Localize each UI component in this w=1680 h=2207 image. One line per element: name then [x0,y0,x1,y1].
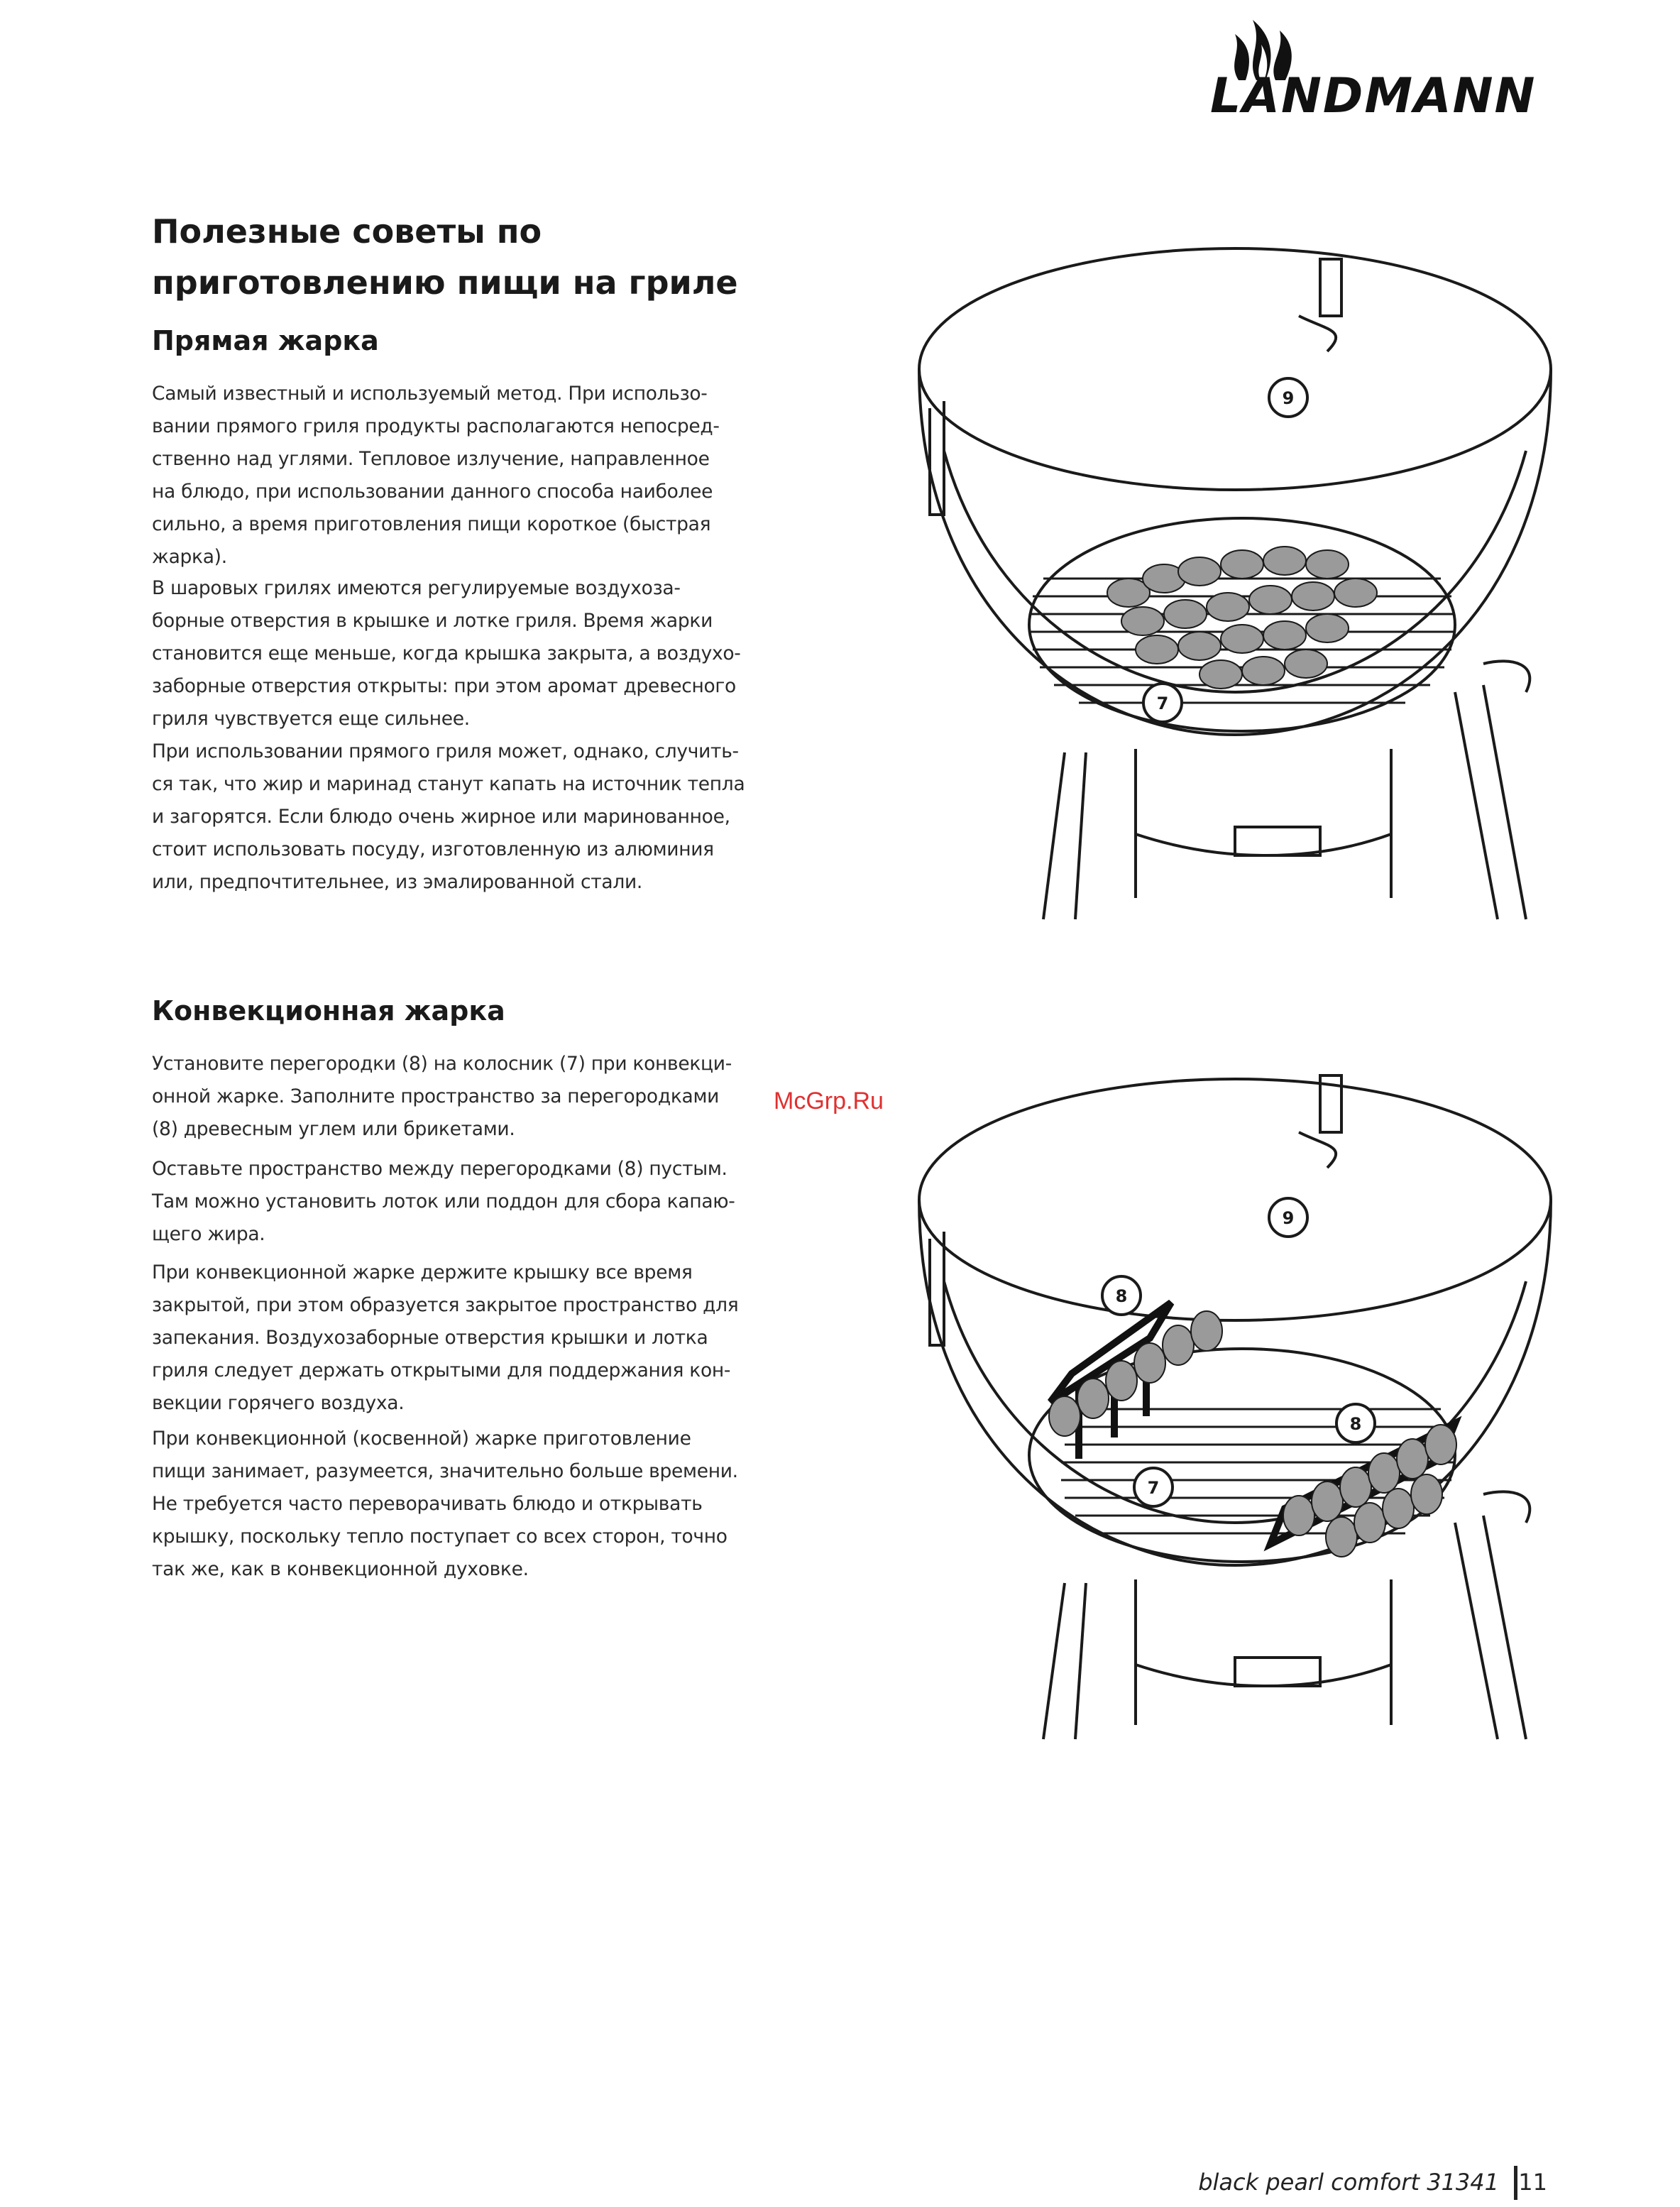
convection-paragraph-1: Установите перегородки (8) на колосник (7) при конвекци- онной жарке. Заполните пространство за перегородками (8) древесным углем или брикетами. [152,1053,732,1140]
footer-divider [1514,2166,1517,2200]
convection-paragraph-3: При конвекционной жарке держите крышку все время закрытой, при этом образуется закрытое пространство для запекания. Воздухозаборные отверстия крышки и лотка гриля следует держать открытыми для поддержания кон- векции горячего воздуха. [152,1261,739,1414]
direct-paragraph-2: В шаровых грилях имеются регулируемые воздухоза- борные отверстия в крышке и лотке гриля. Время жарки становится еще меньше, когда крышка закрыта, а воздухо- заборные отверстия открыты: при этом аромат древесного гриля чувствуется еще сильнее. [152,577,741,730]
callout-7 [1134,1468,1173,1506]
title-line-2: приготовлению пищи на гриле [152,263,738,302]
svg-text:8: 8 [1349,1414,1362,1434]
direct-grill-figure [901,238,1576,926]
page-title [152,206,862,308]
direct-grilling-heading: Прямая жарка [152,325,379,356]
svg-text:8: 8 [1115,1286,1128,1306]
callout-9 [1269,378,1307,417]
convection-paragraph-2: Оставьте пространство между перегородками (8) пустым. Там можно установить лоток или поддон для сбора капаю- щего жира. [152,1158,735,1245]
callout-7 [1143,684,1182,722]
callout-9 [1269,1198,1307,1237]
callout-8-left [1102,1276,1141,1315]
brand-logo [1210,13,1608,126]
watermark: McGrp.Ru [774,1088,884,1115]
title-line-1: Полезные советы по [152,212,542,251]
convection-grilling-heading: Конвекционная жарка [152,995,505,1026]
convection-grill-figure [901,1061,1576,1743]
svg-text:9: 9 [1282,388,1295,408]
callout-8-right [1336,1404,1375,1442]
footer-product-name: black pearl comfort 31341 [1198,2169,1499,2196]
brand-name: LANDMANN [1210,68,1537,124]
svg-text:9: 9 [1282,1208,1295,1228]
page-footer [1198,2169,1604,2204]
page-number: 11 [1518,2169,1547,2196]
svg-text:7: 7 [1156,694,1169,713]
svg-text:7: 7 [1147,1478,1160,1498]
direct-paragraph-3: При использовании прямого гриля может, однако, случить- ся так, что жир и маринад станут капать на источник тепла и загорятся. Если блюдо очень жирное или маринованное, стоит использовать посуду, изготовленную из алюминия или, предпочтительнее, из эмалированной стали. [152,740,745,893]
convection-paragraph-4: При конвекционной (косвенной) жарке приготовление пищи занимает, разумеется, значительно больше времени. Не требуется часто переворачивать блюдо и открывать крышку, поскольку тепло поступает со всех сторон, точно так же, как в конвекционной духовке. [152,1428,738,1580]
direct-paragraph-1: Самый известный и используемый метод. При использо- вании прямого гриля продукты располагаются непосред- ственно над углями. Тепловое излучение, направленное на блюдо, при использовании данного способа наиболее сильно, а время приготовления пищи короткое (быстрая жарка). [152,383,720,568]
